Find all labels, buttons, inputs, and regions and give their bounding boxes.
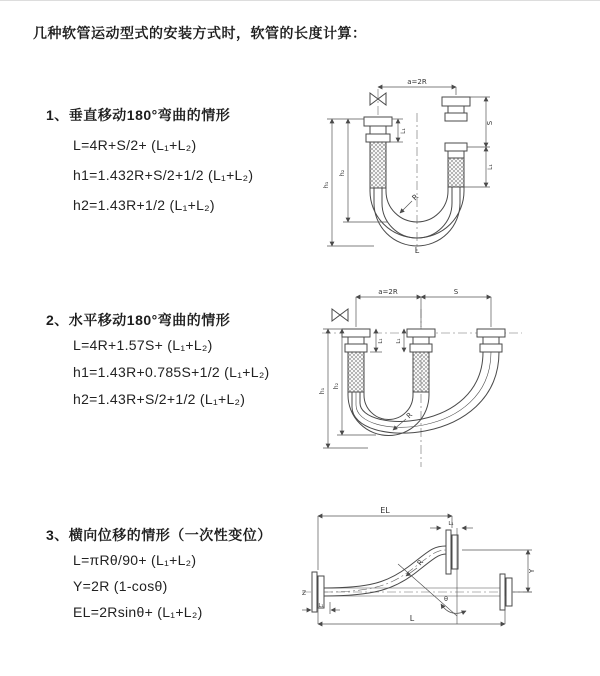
dim-label-y: Y (528, 568, 536, 574)
section-2-heading: 2、水平移动180°弯曲的情形 (46, 312, 231, 328)
dim-label-l1-left: L₁ (378, 338, 384, 344)
valve-icon (378, 93, 386, 105)
section-3-formula-EL: EL=2Rsinθ+ (L₁+L₂) (73, 604, 203, 620)
dim-label-l1-mid: L₁ (396, 338, 402, 344)
flange-right-upper (442, 97, 470, 106)
valve-icon (332, 309, 340, 321)
diagram-vertical-180 (316, 73, 520, 255)
diagram-horizontal-180 (316, 281, 528, 471)
length-label: L (409, 614, 415, 623)
dim-label-s: S (486, 120, 494, 126)
dim-label-h1: h₁ (322, 181, 330, 189)
page-title: 几种软管运动型式的安装方式时，软管的长度计算： (33, 25, 367, 41)
radius-label: R (410, 192, 421, 203)
section-2-formula-h2: h2=1.43R+S/2+1/2 (L₁+L₂) (73, 391, 246, 407)
dim-label-h1: h₁ (319, 387, 326, 395)
braid-left (348, 352, 364, 392)
section-1-formula-h2: h2=1.43R+1/2 (L₁+L₂) (73, 197, 215, 213)
radius-label: R (405, 411, 415, 421)
diagram-lateral-displacement (300, 504, 540, 634)
dim-label-s: S (453, 288, 459, 296)
section-3-formula-L: L=πRθ/90+ (L₁+L₂) (73, 552, 197, 568)
dim-label-l1-left: L₁ (400, 128, 407, 134)
dim-label-el: EL (380, 506, 390, 515)
hose-centerline (324, 550, 446, 592)
dim-label-l1-top: L₁ (448, 521, 454, 527)
flange-right-original (500, 574, 505, 610)
dim-label-a2r: a=2R (407, 78, 427, 86)
flange-upper-right (446, 530, 451, 574)
flange-left (364, 117, 392, 126)
section-1-formula-h1: h1=1.432R+S/2+1/2 (L₁+L₂) (73, 167, 254, 183)
section-3-heading: 3、横向位移的情形（一次性变位） (46, 527, 272, 543)
hose-s-curve (324, 546, 446, 588)
z-mark: Z (302, 590, 307, 597)
radius-label: R (415, 558, 426, 568)
valve-icon (340, 309, 348, 321)
dim-label-a2r: a=2R (378, 288, 398, 296)
braid-right (448, 158, 464, 187)
flange-middle (407, 329, 435, 337)
section-1-heading: 1、垂直移动180°弯曲的情形 (46, 107, 231, 123)
dim-label-h2: h₂ (338, 169, 346, 177)
angle-label: θ (444, 595, 448, 603)
dim-label-l1-right: L₁ (487, 164, 494, 170)
section-2-formula-L: L=4R+1.57S+ (L₁+L₂) (73, 337, 213, 353)
braid-middle (413, 352, 429, 392)
flange-right-lower (445, 143, 467, 151)
section-2-formula-h1: h1=1.43R+0.785S+1/2 (L₁+L₂) (73, 364, 270, 380)
dim-label-h2: h₂ (333, 382, 340, 390)
valve-icon (370, 93, 378, 105)
flange-left (342, 329, 370, 337)
braid-left (370, 142, 386, 188)
dim-label-l1-left: L₁ (318, 603, 324, 609)
section-1-formula-L: L=4R+S/2+ (L₁+L₂) (73, 137, 197, 153)
length-label: L (414, 246, 420, 255)
section-3-formula-Y: Y=2R (1-cosθ) (73, 578, 168, 594)
hose-s-curve (324, 554, 446, 596)
flange-right (477, 329, 505, 337)
flange-left (312, 572, 317, 612)
